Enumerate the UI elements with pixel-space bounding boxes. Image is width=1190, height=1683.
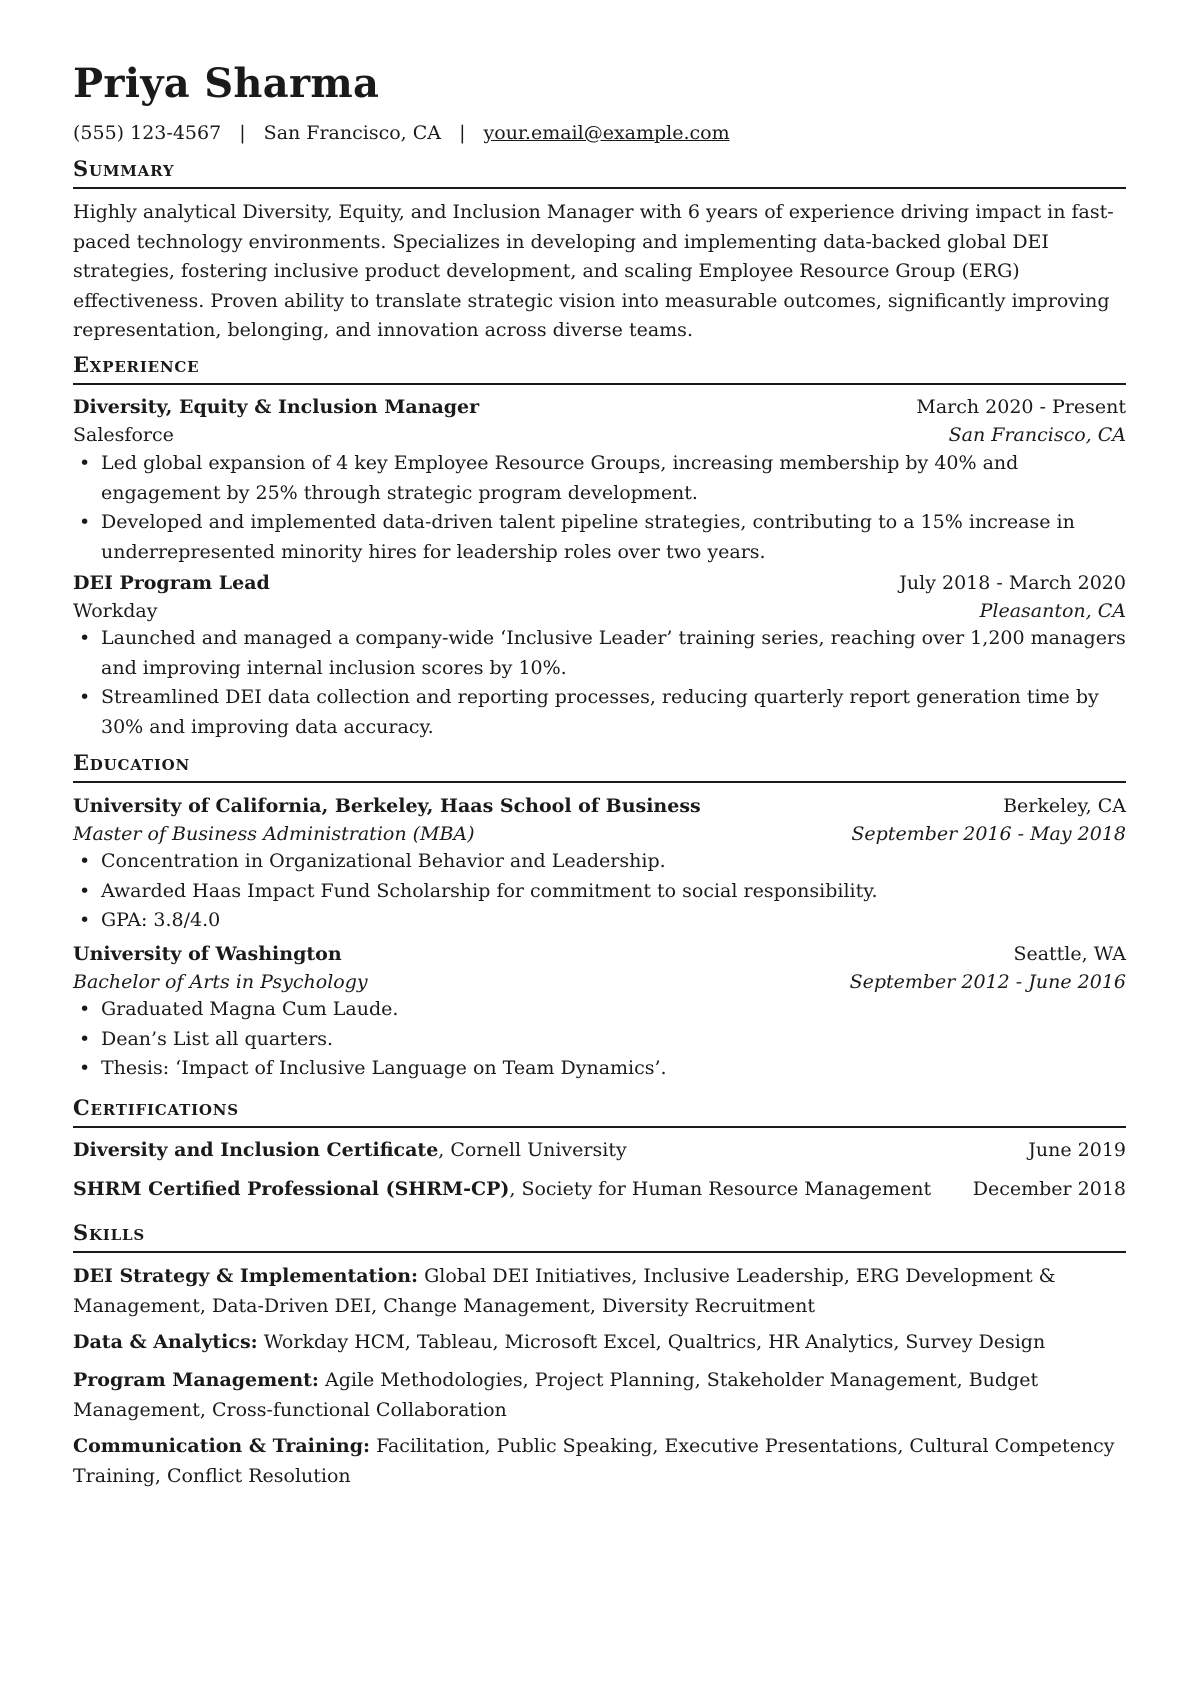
skill-group	[73, 1328, 1126, 1358]
certification-date: December 2018	[972, 1178, 1126, 1200]
skill-group-text: Global DEI Initiatives, Inclusive Leadership, ERG Development & Management, Data-Driven DEI, Change Management, Diversity Recruitment	[73, 1265, 1056, 1317]
degree-row	[73, 968, 1126, 997]
list-item: • Graduated Magna Cum Laude.	[73, 995, 1126, 1025]
job-dates: March 2020 - Present	[916, 396, 1126, 418]
skill-group-label: Program Management:	[73, 1369, 319, 1391]
certification-issuer: , Cornell University	[438, 1139, 627, 1161]
phone-number: (555) 123-4567	[73, 122, 222, 144]
list-item: • Concentration in Organizational Behavior and Leadership.	[73, 847, 1126, 877]
degree-name: Bachelor of Arts in Psychology	[73, 971, 368, 993]
skill-group-text: Facilitation, Public Speaking, Executive Presentations, Cultural Competency Training, Conflict Resolution	[73, 1435, 1115, 1487]
section-title-experience: Experience	[73, 352, 1126, 385]
contact-line	[73, 122, 730, 144]
degree-row	[73, 820, 1126, 849]
certification-name: Diversity and Inclusion Certificate	[73, 1139, 439, 1161]
email-link[interactable]: your.email@example.com	[483, 122, 730, 144]
job-location: San Francisco, CA	[948, 424, 1126, 446]
candidate-name: Priya Sharma	[73, 60, 380, 107]
school-bullets	[73, 847, 1126, 936]
separator: |	[239, 122, 246, 144]
skill-group-label: Communication & Training:	[73, 1435, 371, 1457]
section-title-certifications: Certifications	[73, 1095, 1126, 1128]
skill-group	[73, 1366, 1126, 1425]
degree-dates: September 2012 - June 2016	[849, 971, 1126, 993]
certification-row	[73, 1136, 1126, 1165]
certification-name: SHRM Certified Professional (SHRM-CP)	[73, 1178, 510, 1200]
section-title-summary: Summary	[73, 156, 1126, 189]
list-item: • GPA: 3.8/4.0	[73, 906, 1126, 936]
job-company: Salesforce	[73, 424, 174, 446]
skill-group-text: Workday HCM, Tableau, Microsoft Excel, Qualtrics, HR Analytics, Survey Design	[257, 1331, 1046, 1353]
certification-row	[73, 1175, 1126, 1204]
certification-text	[73, 1136, 627, 1165]
job-bullets	[73, 449, 1126, 567]
school-header-row	[73, 792, 1126, 821]
skill-group	[73, 1262, 1126, 1321]
school-name: University of California, Berkeley, Haas School of Business	[73, 795, 701, 817]
job-role: DEI Program Lead	[73, 572, 270, 594]
job-company-row	[73, 597, 1126, 626]
certification-date: June 2019	[1028, 1139, 1126, 1161]
list-item: • Led global expansion of 4 key Employee Resource Groups, increasing membership by 40% and engagement by 25% through strategic program development.	[73, 449, 1126, 508]
degree-name: Master of Business Administration (MBA)	[73, 823, 475, 845]
job-dates: July 2018 - March 2020	[899, 572, 1126, 594]
skill-group-label: Data & Analytics:	[73, 1331, 258, 1353]
separator: |	[459, 122, 466, 144]
list-item: • Awarded Haas Impact Fund Scholarship for commitment to social responsibility.	[73, 877, 1126, 907]
certification-issuer: , Society for Human Resource Management	[509, 1178, 932, 1200]
school-name: University of Washington	[73, 943, 342, 965]
school-location: Seattle, WA	[1013, 943, 1126, 965]
list-item: • Dean’s List all quarters.	[73, 1025, 1126, 1055]
job-company: Workday	[73, 600, 158, 622]
section-title-skills: Skills	[73, 1220, 1126, 1253]
skill-group-text: Agile Methodologies, Project Planning, Stakeholder Management, Budget Management, Cross-functional Collaboration	[73, 1369, 1039, 1421]
job-role: Diversity, Equity & Inclusion Manager	[73, 396, 480, 418]
list-item: • Thesis: ‘Impact of Inclusive Language on Team Dynamics’.	[73, 1054, 1126, 1084]
school-bullets	[73, 995, 1126, 1084]
job-header-row	[73, 393, 1126, 422]
summary-text: Highly analytical Diversity, Equity, and Inclusion Manager with 6 years of experience driving impact in fast-paced technology environments. Specializes in developing and implementing data-backed global DEI strategies, fostering inclusive product development, and scaling Employee Resource Group (ERG) effectiveness. Proven ability to translate strategic vision into measurable outcomes, significantly improving representation, belonging, and innovation across diverse teams.	[73, 201, 1114, 341]
degree-dates: September 2016 - May 2018	[851, 823, 1126, 845]
section-title-education: Education	[73, 750, 1126, 783]
job-location: Pleasanton, CA	[979, 600, 1126, 622]
job-header-row	[73, 569, 1126, 598]
skill-group	[73, 1432, 1126, 1491]
certification-text	[73, 1175, 931, 1204]
list-item: • Streamlined DEI data collection and reporting processes, reducing quarterly report generation time by 30% and improving data accuracy.	[73, 683, 1126, 742]
school-location: Berkeley, CA	[1003, 795, 1126, 817]
list-item: • Developed and implemented data-driven talent pipeline strategies, contributing to a 15% increase in underrepresented minority hires for leadership roles over two years.	[73, 508, 1126, 567]
job-company-row	[73, 421, 1126, 450]
list-item: • Launched and managed a company-wide ‘Inclusive Leader’ training series, reaching over 1,200 managers and improving internal inclusion scores by 10%.	[73, 624, 1126, 683]
job-bullets	[73, 624, 1126, 742]
school-header-row	[73, 940, 1126, 969]
location: San Francisco, CA	[263, 122, 442, 144]
skill-group-label: DEI Strategy & Implementation:	[73, 1265, 419, 1287]
